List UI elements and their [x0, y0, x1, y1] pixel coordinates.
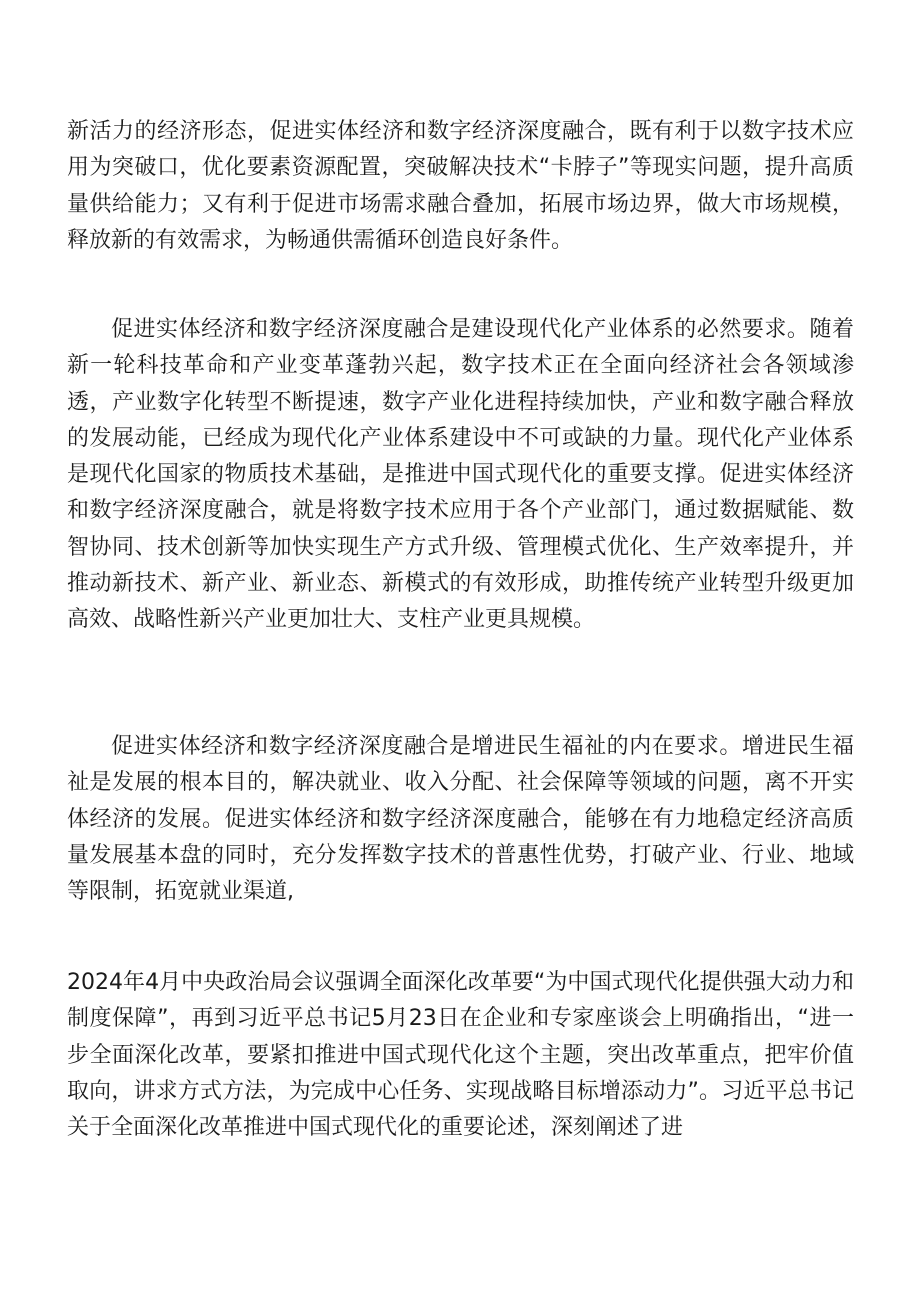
- paragraph-modern-industrial-system: 促进实体经济和数字经济深度融合是建设现代化产业体系的必然要求。随着新一轮科技革命和产业变革蓬勃兴起，数字技术正在全面向经济社会各领域渗透，产业数字化转型不断提速，数字产业化进程持续加快，产业和数字融合释放的发展动能，已经成为现代化产业体系建设中不可或缺的力量。现代化产业体系是现代化国家的物质技术基础，是推进中国式现代化的重要支撑。促进实体经济和数字经济深度融合，就是将数字技术应用于各个产业部门，通过数据赋能、数智协同、技术创新等加快实现生产方式升级、管理模式优化、生产效率提升，并推动新技术、新产业、新业态、新模式的有效形成，助推传统产业转型升级更加高效、战略性新兴产业更加壮大、支柱产业更具规模。: [67, 317, 854, 633]
- paragraph-digital-economy-continuation: 新活力的经济形态，促进实体经济和数字经济深度融合，既有利于以数字技术应用为突破口，优化要素资源配置，突破解决技术“卡脖子”等现实问题，提升高质量供给能力；又有利于促进市场需求融合叠加，拓展市场边界，做大市场规模，释放新的有效需求，为畅通供需循环创造良好条件。: [67, 119, 854, 253]
- paragraph-deepening-reform: 2024年4月中央政治局会议强调全面深化改革要“为中国式现代化提供强大动力和制度保障”，再到习近平总书记5月23日在企业和专家座谈会上明确指出，“进一步全面深化改革，要紧扣推进中国式现代化这个主题，突出改革重点，把牢价值取向，讲求方式方法，为完成中心任务、实现战略目标增添动力”。习近平总书记关于全面深化改革推进中国式现代化的重要论述，深刻阐述了进: [67, 970, 854, 1141]
- paragraph-people-wellbeing: 促进实体经济和数字经济深度融合是增进民生福祉的内在要求。增进民生福祉是发展的根本目的，解决就业、收入分配、社会保障等领域的问题，离不开实体经济的发展。促进实体经济和数字经济深度融合，能够在有力地稳定经济高质量发展基本盘的同时，充分发挥数字技术的普惠性优势，打破产业、行业、地域等限制，拓宽就业渠道,: [67, 734, 854, 905]
